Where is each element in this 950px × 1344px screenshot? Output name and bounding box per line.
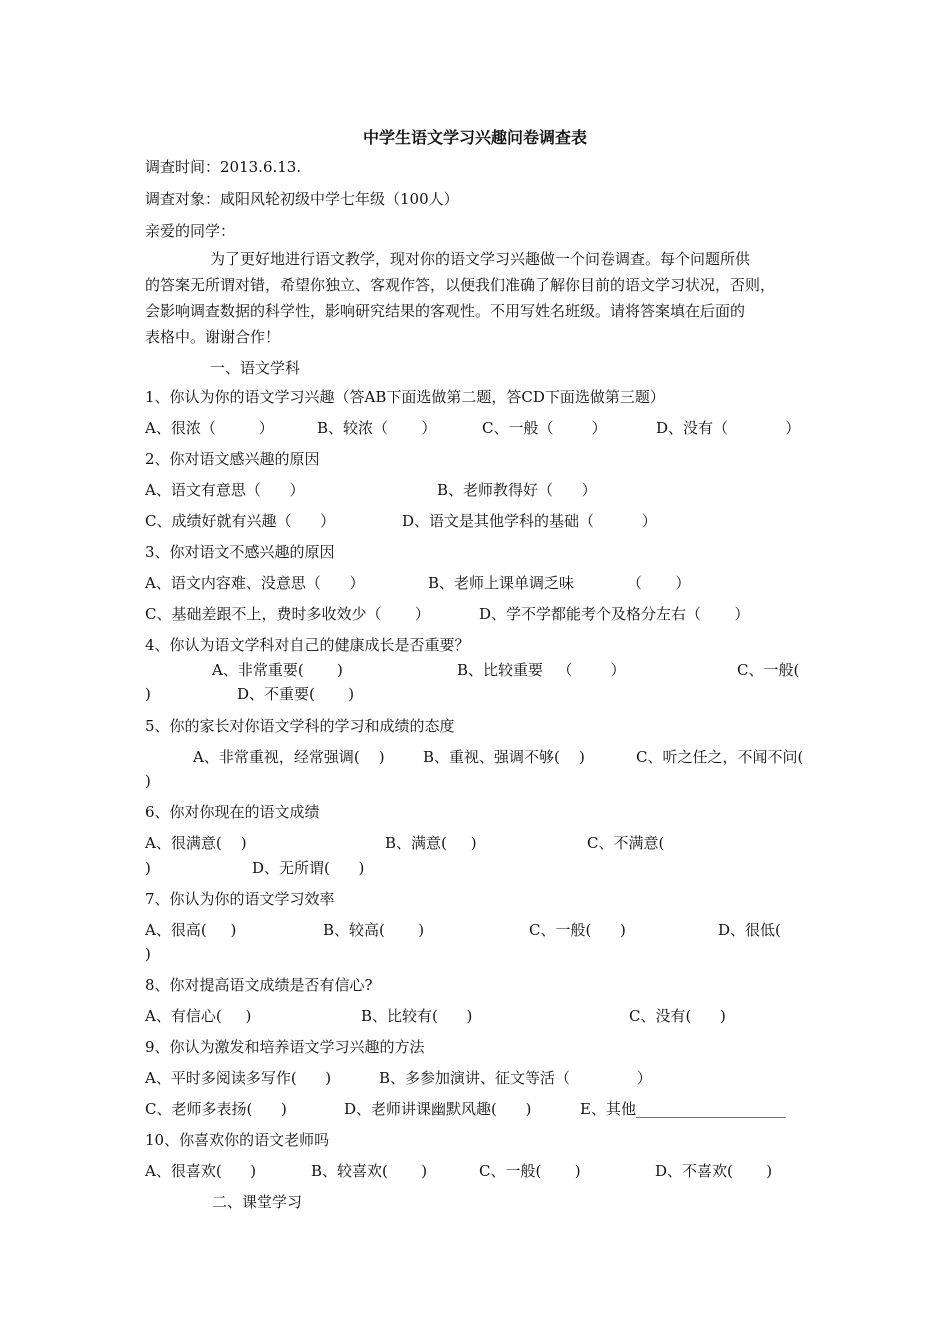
q5-option-b: B、重视、强调不够( ) xyxy=(423,748,585,766)
intro-line-1: 为了更好地进行语文教学，现对你的语文学习兴趣做一个问卷调查。每个问题所供 xyxy=(210,250,751,268)
q9-option-b: B、多参加演讲、征文等活（ ） xyxy=(379,1069,652,1087)
q6-option-d: D、无所谓( ) xyxy=(252,859,365,877)
q5-option-c: C、听之任之，不闻不问( xyxy=(636,748,804,766)
question-4: 4、你认为语文学科对自己的健康成长是否重要？ xyxy=(145,636,470,654)
q6-option-a: A、很满意( ) xyxy=(145,834,247,852)
question-6: 6、你对你现在的语文成绩 xyxy=(145,803,320,821)
intro-line-3: 会影响调查数据的科学性，影响研究结果的客观性。不用写姓名班级。请将答案填在后面的 xyxy=(145,302,746,320)
survey-target: 调查对象：咸阳风轮初级中学七年级（100人） xyxy=(145,190,459,208)
q3-option-c: C、基础差跟不上，费时多收效少（ ） xyxy=(145,605,430,623)
q6-option-c: C、不满意( xyxy=(587,834,665,852)
q2-option-b: B、老师教得好（ ） xyxy=(437,481,597,499)
question-10: 10、你喜欢你的语文老师吗 xyxy=(145,1131,330,1149)
question-9: 9、你认为激发和培养语文学习兴趣的方法 xyxy=(145,1038,425,1056)
q7-option-a: A、很高( ) xyxy=(145,921,237,939)
q8-option-c: C、没有( ) xyxy=(629,1007,726,1025)
q2-option-a: A、语文有意思（ ） xyxy=(145,481,305,499)
q7-option-b: B、较高( ) xyxy=(323,921,425,939)
intro-line-4: 表格中。谢谢合作！ xyxy=(145,328,281,346)
q10-option-c: C、一般( ) xyxy=(479,1162,581,1180)
question-7: 7、你认为你的语文学习效率 xyxy=(145,890,335,908)
q4-option-b: B、比较重要 （ ） xyxy=(457,661,626,679)
document-title: 中学生语文学习兴趣问卷调查表 xyxy=(362,128,587,147)
q10-option-a: A、很喜欢( ) xyxy=(145,1162,257,1180)
q4-option-d: D、不重要( ) xyxy=(237,685,355,703)
q7-option-d: D、很低( xyxy=(718,921,781,939)
q3-option-a: A、语文内容难、没意思（ ） xyxy=(145,574,365,592)
q1-option-d: D、没有（ ） xyxy=(656,419,801,437)
q1-option-b: B、较浓（ ） xyxy=(317,419,437,437)
q5-option-a: A、非常重视，经常强调( ) xyxy=(193,748,385,766)
q7-option-d-close: ) xyxy=(145,945,151,963)
q1-option-a: A、很浓（ ） xyxy=(145,419,274,437)
question-2: 2、你对语文感兴趣的原因 xyxy=(145,450,320,468)
q2-option-d: D、语文是其他学科的基础（ ） xyxy=(402,512,657,530)
q4-option-a: A、非常重要( ) xyxy=(212,661,343,679)
q3-option-d: D、学不学都能考个及格分左右（ ） xyxy=(479,605,750,623)
question-5: 5、你的家长对你语文学科的学习和成绩的态度 xyxy=(145,717,455,735)
q8-option-a: A、有信心( ) xyxy=(145,1007,252,1025)
q6-option-b: B、满意( ) xyxy=(385,834,477,852)
q2-option-c: C、成绩好就有兴趣（ ） xyxy=(145,512,336,530)
section-heading-2: 二、课堂学习 xyxy=(212,1193,303,1211)
q9-option-a: A、平时多阅读多写作( ) xyxy=(145,1069,332,1087)
question-8: 8、你对提高语文成绩是否有信心? xyxy=(145,976,373,994)
greeting: 亲爱的同学： xyxy=(145,222,236,240)
section-heading-1: 一、语文学科 xyxy=(210,359,301,377)
intro-line-2: 的答案无所谓对错，希望你独立、客观作答，以便我们准确了解你目前的语文学习状况，否则， xyxy=(145,276,776,294)
q4-option-c-close: ) xyxy=(145,685,151,703)
q8-option-b: B、比较有( ) xyxy=(361,1007,473,1025)
q3-option-b: B、老师上课单调乏味 xyxy=(428,574,575,592)
q3-option-b-blank: （ ） xyxy=(627,574,691,592)
q9-option-e: E、其他____________________ xyxy=(580,1100,786,1118)
q9-option-d: D、老师讲课幽默风趣( ) xyxy=(344,1100,532,1118)
q10-option-d: D、不喜欢( ) xyxy=(655,1162,773,1180)
q6-option-c-close: ) xyxy=(145,859,151,877)
q10-option-b: B、较喜欢( ) xyxy=(311,1162,428,1180)
question-1: 1、你认为你的语文学习兴趣（答AB下面选做第二题，答CD下面选做第三题） xyxy=(145,388,665,406)
q9-option-c: C、老师多表扬( ) xyxy=(145,1100,287,1118)
q4-option-c: C、一般( xyxy=(737,661,800,679)
question-3: 3、你对语文不感兴趣的原因 xyxy=(145,543,335,561)
q5-option-c-close: ) xyxy=(145,772,151,790)
survey-time: 调查时间：2013.6.13. xyxy=(145,158,302,176)
q7-option-c: C、一般( ) xyxy=(529,921,626,939)
q1-option-c: C、一般（ ） xyxy=(482,419,607,437)
